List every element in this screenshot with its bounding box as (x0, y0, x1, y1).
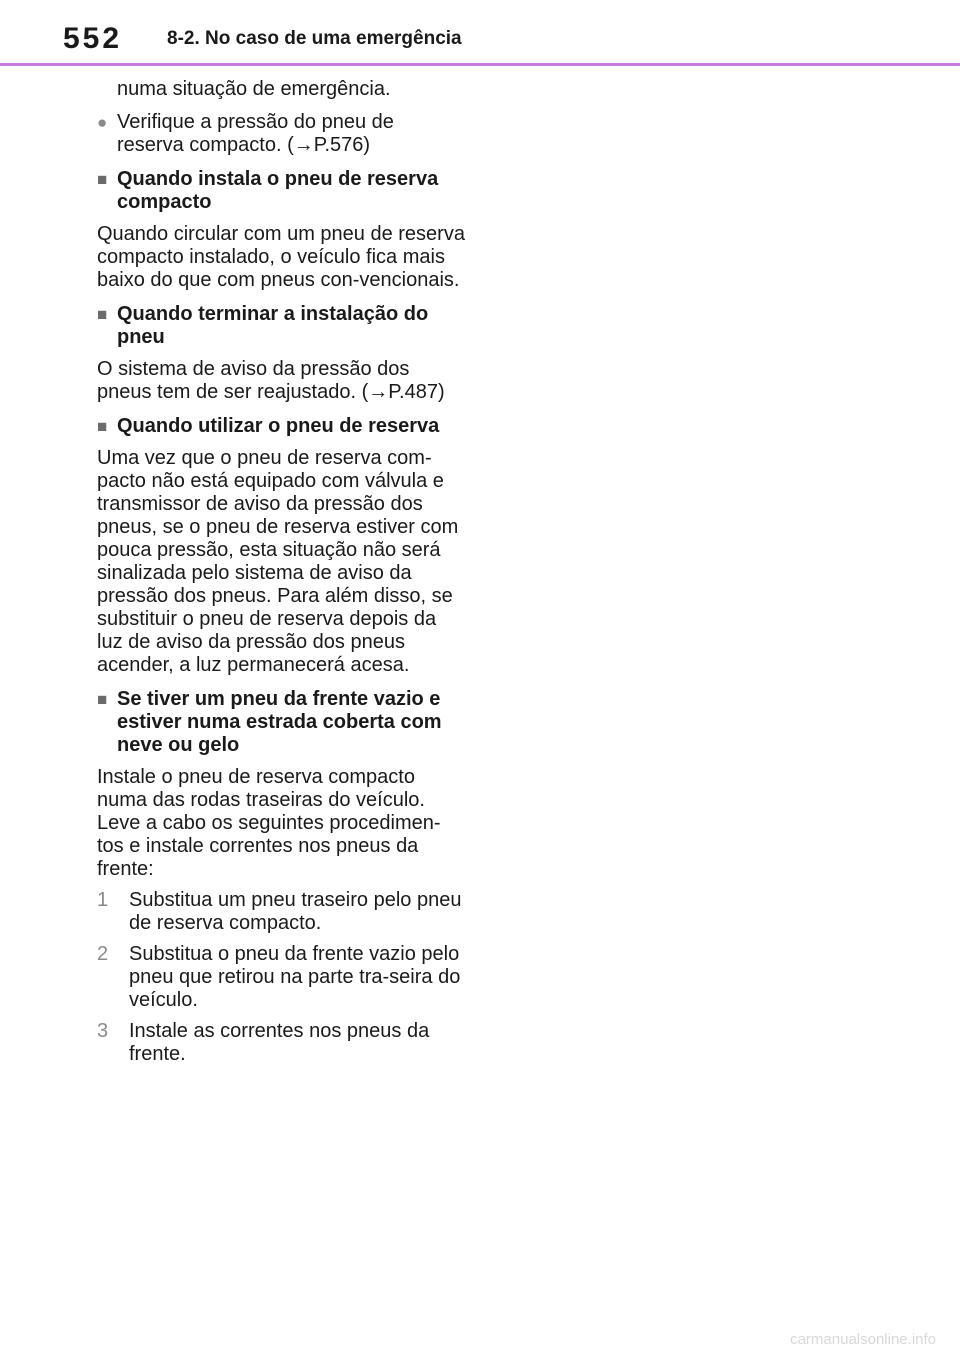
bullet-dot-icon: ● (97, 113, 108, 132)
step-item (97, 943, 465, 1012)
square-bullet-icon: ■ (97, 170, 108, 189)
step-item (97, 1020, 465, 1066)
step-item (97, 889, 465, 935)
bullet-text: Verifique a pressão do pneu de reserva compacto. (→P.576) (117, 111, 394, 156)
heading-text: Quando utilizar o pneu de reserva (117, 415, 440, 437)
main-content (97, 78, 465, 1066)
step-number: 3 (97, 1020, 109, 1042)
section-body: Uma vez que o pneu de reserva com-pacto não está equipado com válvula e transmissor de aviso da pressão dos pneus, se o pneu de reserva estiver com pouca pressão, esta situação não será sinalizada pelo sistema de aviso da pressão dos pneus. Para além disso, se substituir o pneu de reserva depois da luz de aviso da pressão dos pneus acender, a luz permanecerá acesa. (97, 447, 459, 676)
heading-text: Se tiver um pneu da frente vazio e estiver numa estrada coberta com neve ou gelo (117, 688, 442, 756)
page-number: 552 (63, 22, 123, 55)
continued-paragraph: numa situação de emergência. (117, 78, 391, 100)
section-body: Quando circular com um pneu de reserva compacto instalado, o veículo fica mais baixo do que com pneus con-vencionais. (97, 223, 465, 291)
step-number: 1 (97, 889, 109, 911)
header-divider (0, 63, 960, 66)
section-heading (97, 415, 465, 438)
step-text: Substitua um pneu traseiro pelo pneu de reserva compacto. (129, 889, 462, 934)
watermark: carmanualsonline.info (790, 1331, 936, 1348)
step-text: Substitua o pneu da frente vazio pelo pneu que retirou na parte tra-seira do veículo. (129, 943, 461, 1011)
section-body: O sistema de aviso da pressão dos pneus tem de ser reajustado. (→P.487) (97, 358, 445, 403)
square-bullet-icon: ■ (97, 417, 108, 436)
heading-text: Quando terminar a instalação do pneu (117, 303, 429, 348)
section-title: 8-2. No caso de uma emergência (167, 28, 462, 49)
section-heading (97, 303, 465, 349)
heading-text: Quando instala o pneu de reserva compacto (117, 168, 439, 213)
square-bullet-icon: ■ (97, 305, 108, 324)
bullet-item (97, 111, 465, 157)
step-number: 2 (97, 943, 109, 965)
square-bullet-icon: ■ (97, 690, 108, 709)
section-body: Instale o pneu de reserva compacto numa das rodas traseiras do veículo. Leve a cabo os seguintes procedimen-tos e instale correntes nos pneus da frente: (97, 766, 441, 880)
section-heading (97, 168, 465, 214)
step-text: Instale as correntes nos pneus da frente. (129, 1020, 430, 1065)
section-heading (97, 688, 465, 757)
page-header (0, 0, 960, 66)
